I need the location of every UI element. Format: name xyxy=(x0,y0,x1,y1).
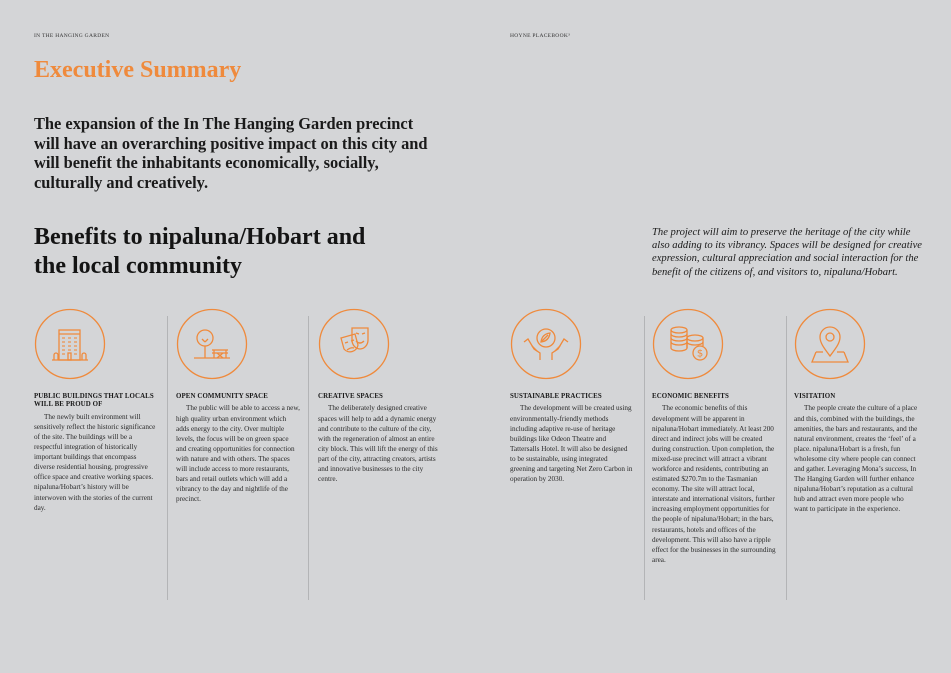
coins-dollar-icon xyxy=(652,308,724,380)
benefit-title: PUBLIC BUILDINGS THAT LOCALS WILL BE PROUD OF xyxy=(34,393,154,409)
benefit-column-public-buildings xyxy=(34,308,158,513)
svg-text:$: $ xyxy=(696,348,704,360)
benefit-title: SUSTAINABLE PRACTICES xyxy=(510,393,602,400)
page-title: Executive Summary xyxy=(34,57,242,83)
benefit-description: The people create the culture of a place and this, combined with the buildings, the amenities, the bars and restaurants, and the natural environment, creates the ‘feel’ of a place. nipaluna/Hobart is a fresh, fun wholesome city where people can connect and gather. Leveraging Mona’s success, In The Hanging Garden will further enhance nipaluna/Hobart’s reputation as a cultural hub and attract even more people who want to participate in the experience. xyxy=(794,404,918,514)
column-divider xyxy=(786,316,787,600)
benefit-column-open-space xyxy=(176,308,300,504)
benefit-description: The newly built environment will sensitively reflect the historic significance of the site. The buildings will be a respectful integration of historically important buildings that encompass diverse residential housing, progressive office space and creative working spaces. nipaluna/Hobart’s history will be interwoven with the stories of the current day. xyxy=(34,412,156,512)
column-divider xyxy=(308,316,309,600)
benefit-title: ECONOMIC BENEFITS xyxy=(652,393,729,400)
benefit-description: The development will be created using environmentally-friendly methods including adaptive re-use of heritage buildings like Odeon Theatre and Tattersalls Hotel. It will also be designed to be sustainable, using integrated greening and targeting Net Zero Carbon in operation by 2030. xyxy=(510,404,633,484)
benefit-title: CREATIVE SPACES xyxy=(318,393,383,400)
intro-statement: The expansion of the In The Hanging Garden precinct will have an overarching positive impact on this city and will benefit the inhabitants economically, socially, culturally and creatively. xyxy=(34,114,428,192)
benefit-column-creative-spaces xyxy=(318,308,442,484)
theatre-masks-icon xyxy=(318,308,390,380)
column-divider xyxy=(644,316,645,600)
benefit-column-economic xyxy=(652,308,776,565)
benefit-title: VISITATION xyxy=(794,393,836,400)
benefit-description: The deliberately designed creative spaces will help to add a dynamic energy and contribute to the culture of the city, with the regeneration of almost an entire city block. This will lift the energy of this part of the city, attracting creators, artists and innovative businesses to the city centre. xyxy=(318,404,438,484)
pull-quote: The project will aim to preserve the heritage of the city while also adding to its vibrancy. Spaces will be designed for creative expression, cultural appreciation and social interaction for the benefit of the citizens of, and visitors to, nipaluna/Hobart. xyxy=(652,227,923,278)
benefit-description: The economic benefits of this development will be apparent in nipaluna/Hobart immediately. At least 200 direct and indirect jobs will be created during construction. Upon completion, the mixed-use precinct will attract a vibrant workforce and residents, contributing an estimated $270.7m to the Tasmanian economy. The site will attract local, interstate and international visitors, further increasing employment opportunities for the people of nipaluna/Hobart; in the bars, restaurants, hotels and offices of the development. This will also have a ripple effect for the businesses in the surrounding area. xyxy=(652,404,776,564)
park-tree-bench-icon xyxy=(176,308,248,380)
map-pin-icon xyxy=(794,308,866,380)
running-header-left: IN THE HANGING GARDEN xyxy=(34,33,110,39)
benefit-column-visitation xyxy=(794,308,918,514)
benefit-title: OPEN COMMUNITY SPACE xyxy=(176,393,268,400)
section-title: Benefits to nipaluna/Hobart and the local community xyxy=(34,224,366,279)
benefit-column-sustainable xyxy=(510,308,634,484)
building-icon xyxy=(34,308,106,380)
hands-leaf-icon xyxy=(510,308,582,380)
column-divider xyxy=(167,316,168,600)
running-header-right: HOYNE PLACEBOOK³ xyxy=(510,33,571,39)
benefit-description: The public will be able to access a new, high quality urban environment which adds energy to the city. Over multiple levels, the focus will be on green space and creating opportunities for connection with nature and with others. The spaces will include access to more restaurants, bars and retail outlets which will add a vibrancy to the day and nightlife of the precinct. xyxy=(176,404,300,504)
